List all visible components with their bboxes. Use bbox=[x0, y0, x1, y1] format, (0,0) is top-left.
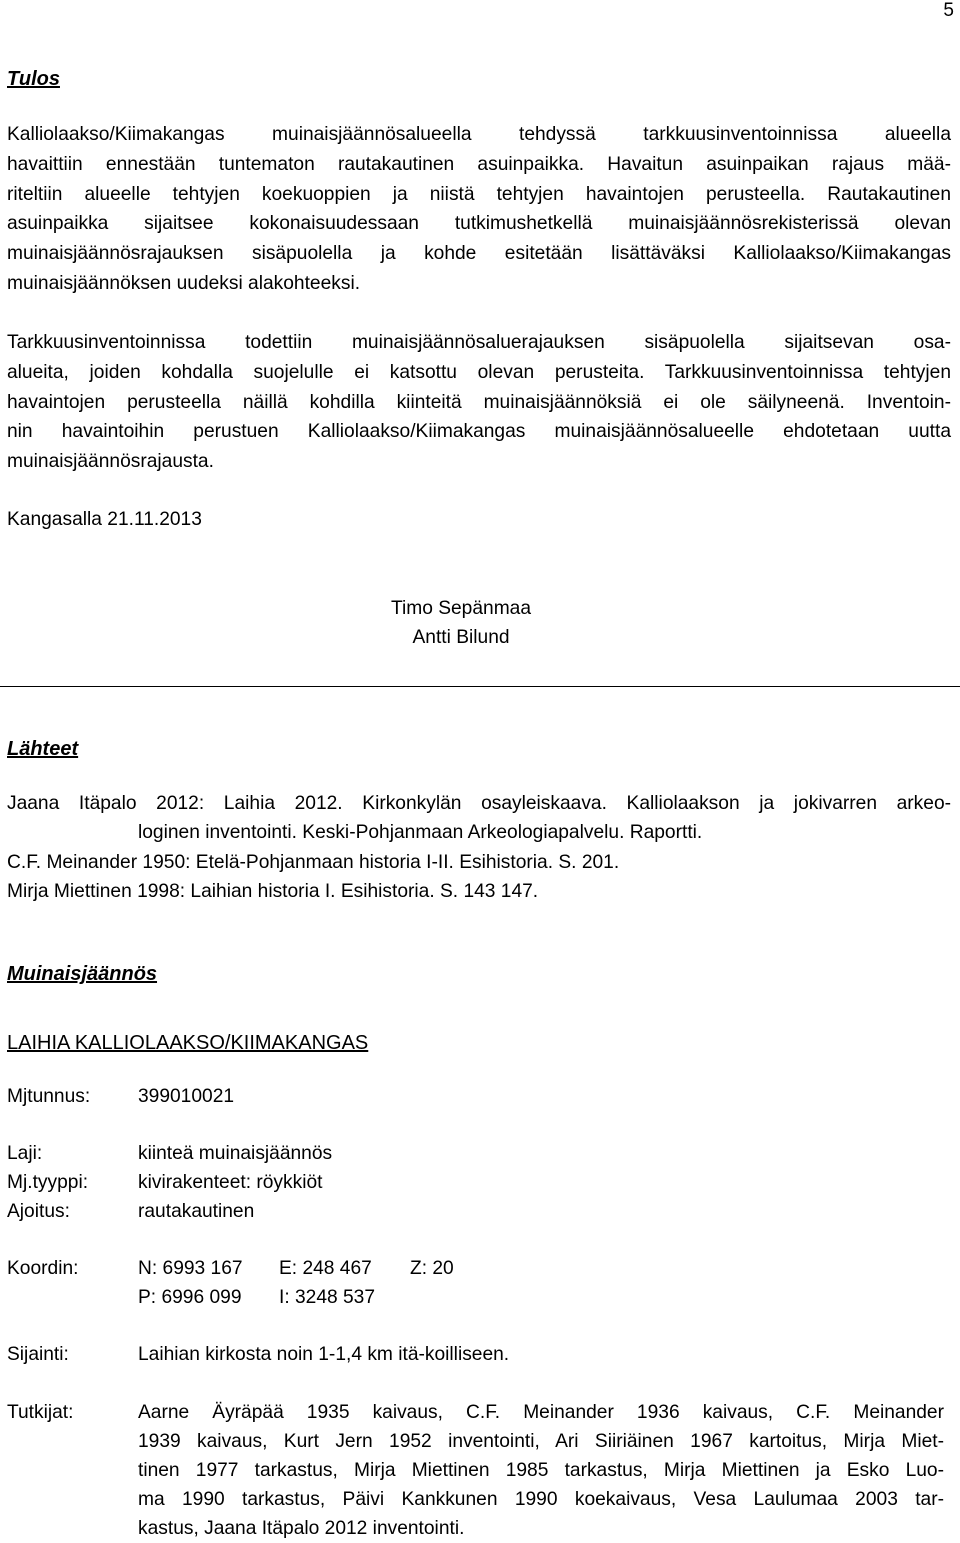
coordinate-p: P: 6996 099 bbox=[138, 1287, 242, 1308]
tutkijat-label: Tutkijat: bbox=[7, 1402, 74, 1423]
tutkijat-value bbox=[138, 1398, 944, 1543]
tutkijat-line: ma 1990 tarkastus, Päivi Kankkunen 1990 koekaivaus, Vesa Laulumaa 2003 tar- bbox=[138, 1489, 944, 1510]
tyyppi-value: kivirakenteet: röykkiöt bbox=[138, 1172, 323, 1193]
paragraph-line: havaittiin ennestään tuntematon rautakautinen asuinpaikka. Havaitun asuinpaikan rajaus mää- bbox=[7, 153, 951, 175]
mjtunnus-value: 399010021 bbox=[138, 1086, 235, 1107]
reference-line: Mirja Miettinen 1998: Laihian historia I. Esihistoria. S. 143 147. bbox=[7, 881, 539, 902]
koordin-label: Koordin: bbox=[7, 1258, 79, 1279]
paragraph-line: muinaisjäännöksen uudeksi alakohteeksi. bbox=[7, 272, 361, 294]
tulos-paragraph-2 bbox=[7, 328, 951, 477]
laji-value: kiinteä muinaisjäännös bbox=[138, 1143, 333, 1164]
paragraph-line: nin havaintoihin perustuen Kalliolaakso/Kiimakangas muinaisjäännösalueelle ehdotetaan uutta bbox=[7, 421, 951, 443]
paragraph-line: havaintojen perusteella näillä kohdilla kiinteitä muinaisjäännöksiä ei ole säilyneenä. Inventoin- bbox=[7, 391, 951, 413]
sijainti-value: Laihian kirkosta noin 1-1,4 km itä-koilliseen. bbox=[138, 1344, 510, 1365]
author-name bbox=[0, 594, 960, 623]
reference-line: loginen inventointi. Keski-Pohjanmaan Arkeologiapalvelu. Raportti. bbox=[138, 822, 703, 843]
section-heading-muinaisjaannos: Muinaisjäännös bbox=[7, 963, 158, 985]
site-title: LAIHIA KALLIOLAAKSO/KIIMAKANGAS bbox=[7, 1032, 369, 1054]
paragraph-line: muinaisjäännösrajausta. bbox=[7, 451, 214, 473]
tulos-paragraph-1 bbox=[7, 120, 951, 299]
section-heading-lahteet: Lähteet bbox=[7, 738, 79, 760]
tutkijat-line: kastus, Jaana Itäpalo 2012 inventointi. bbox=[138, 1518, 465, 1539]
tutkijat-line: Aarne Äyräpää 1935 kaivaus, C.F. Meinander 1936 kaivaus, C.F. Meinander bbox=[138, 1402, 944, 1423]
reference-line: C.F. Meinander 1950: Etelä-Pohjanmaan historia I-II. Esihistoria. S. 201. bbox=[7, 852, 620, 873]
paragraph-line: riteltiin alueelle tehtyjen koekuoppien ja niistä tehtyjen havaintojen perusteella. Rautakautinen bbox=[7, 183, 951, 205]
paragraph-line: Kalliolaakso/Kiimakangas muinaisjäännösalueella tehdyssä tarkkuusinventoinnissa alueella bbox=[7, 124, 951, 145]
section-heading-tulos: Tulos bbox=[7, 68, 60, 90]
place-date: Kangasalla 21.11.2013 bbox=[7, 509, 202, 530]
reference-text: Jaana Itäpalo 2012: Laihia 2012. Kirkonkylän osayleiskaava. Kalliolaakson ja jokivarren arkeo- bbox=[7, 793, 951, 814]
coordinate-i: I: 3248 537 bbox=[279, 1287, 376, 1308]
author-name-text: Antti Bilund bbox=[412, 627, 510, 648]
coordinate-e: E: 248 467 bbox=[279, 1258, 372, 1279]
ajoitus-value: rautakautinen bbox=[138, 1201, 255, 1222]
paragraph-line: Tarkkuusinventoinnissa todettiin muinaisjäännösaluerajauksen sisäpuolella sijaitsevan osa- bbox=[7, 332, 951, 353]
author-name bbox=[0, 623, 960, 652]
coordinate-z: Z: 20 bbox=[410, 1258, 454, 1279]
sijainti-label: Sijainti: bbox=[7, 1344, 69, 1365]
tutkijat-line: tinen 1977 tarkastus, Mirja Miettinen 1985 tarkastus, Mirja Miettinen ja Esko Luo- bbox=[138, 1460, 944, 1481]
laji-label: Laji: bbox=[7, 1143, 43, 1164]
tutkijat-line: 1939 kaivaus, Kurt Jern 1952 inventointi, Ari Siiriäinen 1967 kartoitus, Mirja Miet- bbox=[138, 1431, 944, 1452]
paragraph-line: muinaisjäännösrajauksen sisäpuolella ja kohde esitetään lisättäväksi Kalliolaakso/Kiimakangas bbox=[7, 243, 951, 265]
page-number: 5 bbox=[943, 0, 954, 21]
horizontal-divider bbox=[0, 686, 960, 687]
paragraph-line: asuinpaikka sijaitsee kokonaisuudessaan tutkimushetkellä muinaisjäännösrekisterissä olevan bbox=[7, 213, 951, 235]
paragraph-line: alueita, joiden kohdalla suojelulle ei katsottu olevan perusteita. Tarkkuusinventoinnissa tehtyjen bbox=[7, 361, 951, 383]
mjtunnus-label: Mjtunnus: bbox=[7, 1086, 91, 1107]
ajoitus-label: Ajoitus: bbox=[7, 1201, 70, 1222]
reference-line bbox=[7, 789, 951, 818]
author-name-text: Timo Sepänmaa bbox=[390, 598, 532, 619]
coordinate-n: N: 6993 167 bbox=[138, 1258, 243, 1279]
tyyppi-label: Mj.tyyppi: bbox=[7, 1172, 89, 1193]
